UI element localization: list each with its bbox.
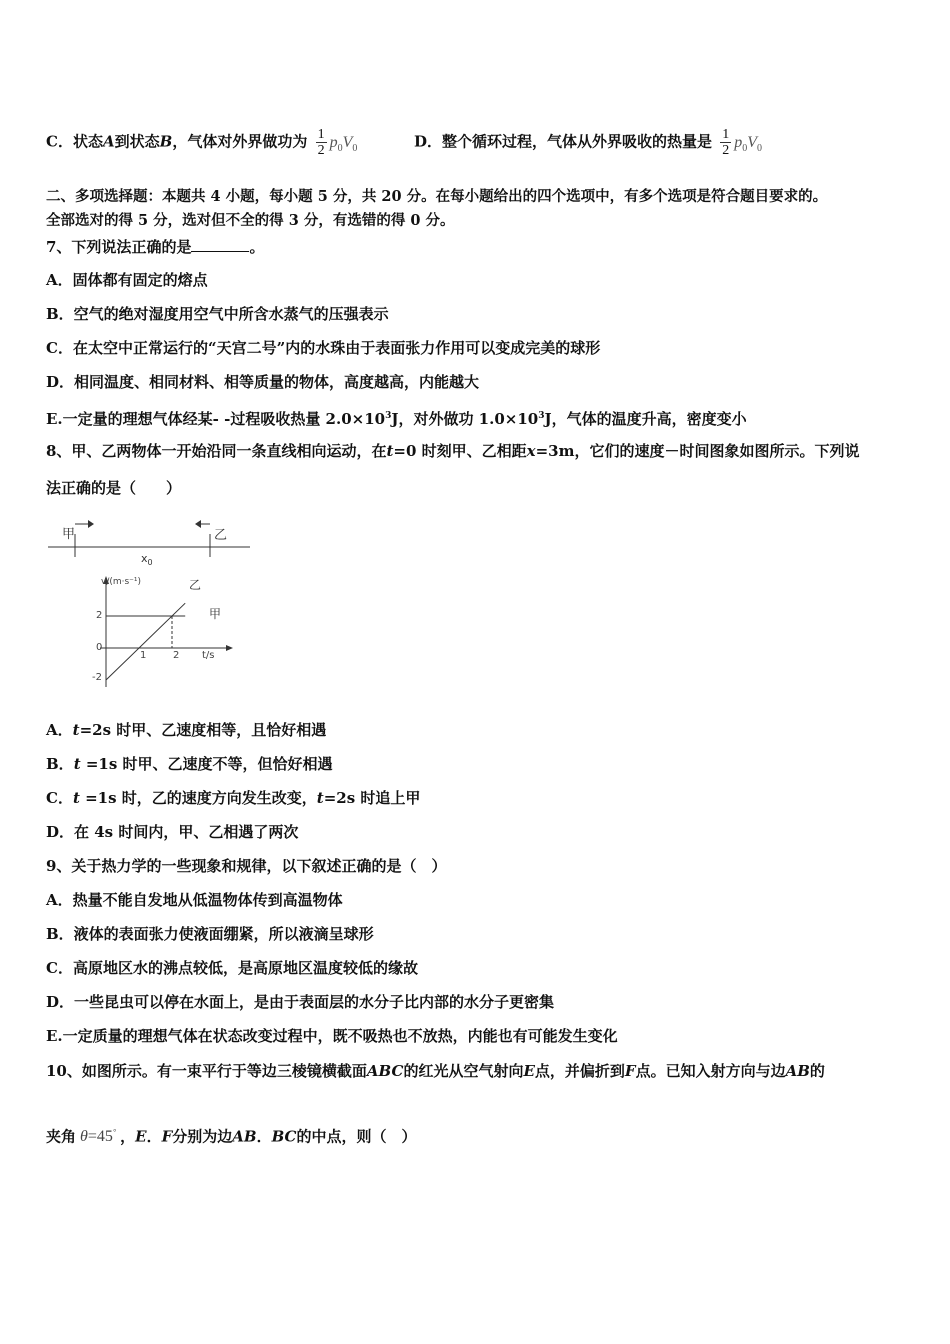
expr-p0v0: $p_0V_0$	[734, 133, 763, 154]
tick-y-neg2: -2	[92, 672, 102, 683]
section2-line1: 二、多项选择题：本题共 4 小题，每小题 5 分，共 20 分。在每小题给出的四个选项中，有多个选项是符合题目要求的。	[46, 188, 828, 205]
q8-stem-line2: 法正确的是（ ）	[46, 479, 182, 497]
y-axis-label: v/(m·s⁻¹)	[101, 577, 142, 587]
q8-option-d: D．在 4s 时间内，甲、乙相遇了两次	[46, 823, 299, 841]
series-yi-label: 乙	[189, 578, 202, 592]
q10-stem-line1: 10、如图所示。有一束平行于等边三棱镜横截面ABC的红光从空气射向E点，并偏折到F点。已知入射方向与边AB的	[46, 1062, 825, 1080]
q9-option-a: A．热量不能自发地从低温物体传到高温物体	[46, 891, 343, 909]
x-axis-label: t/s	[202, 650, 215, 661]
q6-option-d: D．整个循环过程，气体从外界吸收的热量是 $\frac{1}{2}$ $p_0V_0$	[414, 127, 763, 158]
tick-y-0: 0	[96, 642, 103, 653]
t-axis-arrow	[226, 645, 233, 651]
q9-option-e: E.一定质量的理想气体在状态改变过程中，既不吸热也不放热，内能也有可能发生变化	[46, 1027, 618, 1045]
q8-option-b: B．t =1s 时甲、乙速度不等，但恰好相遇	[46, 755, 333, 773]
label-yi: 乙	[214, 528, 228, 543]
theta-expression: θ=45°	[80, 1128, 117, 1146]
q7-option-b: B．空气的绝对湿度用空气中所含水蒸气的压强表示	[46, 305, 389, 323]
tick-x-1: 1	[140, 650, 147, 661]
q7-option-e: E.一定量的理想气体经某- -过程吸收热量 $2.0\times 10^3J$，对外做功 $1.0\times 10^3J$，气体的温度升高，密度变小	[46, 410, 747, 428]
q8-option-a: A．t=2s 时甲、乙速度相等，且恰好相遇	[46, 721, 327, 739]
q9-option-b: B．液体的表面张力使液面绷紧，所以液滴呈球形	[46, 925, 374, 943]
q10-stem-line2: 夹角 θ=45° ，E．F分别为边AB．BC的中点，则（ ）	[46, 1127, 417, 1146]
q8-stem-line1: 8、甲、乙两物体一开始沿同一条直线相向运动，在t=0 时刻甲、乙相距x=3m，它们的速度－时间图象如图所示。下列说	[46, 442, 860, 460]
tick-y-2: 2	[96, 610, 103, 621]
fraction-half: $\frac{1}{2}$	[722, 127, 730, 158]
q8-option-c: C．t =1s 时，乙的速度方向发生改变，t=2s 时追上甲	[46, 789, 421, 807]
q6-option-c: C．状态A到状态B，气体对外界做功为 $\frac{1}{2}$ $p_0V_0$	[46, 127, 358, 158]
jia-arrowhead	[88, 520, 94, 528]
label-jia: 甲	[62, 527, 76, 542]
q7-option-d: D．相同温度、相同材料、相等质量的物体，高度越高，内能越大	[46, 373, 480, 391]
label-x0: $x_0$	[141, 552, 153, 567]
q9-option-c: C．高原地区水的沸点较低，是高原地区温度较低的缘故	[46, 959, 418, 977]
expr-p0v0: $p_0V_0$	[329, 133, 358, 154]
section2-line2: 全部选对的得 5 分，选对但不全的得 3 分，有选错的得 0 分。	[46, 212, 455, 229]
q7-stem: 7、下列说法正确的是 。	[46, 238, 265, 256]
series-jia-label: 甲	[209, 607, 222, 621]
q7-option-c: C．在太空中正常运行的“天宫二号”内的水珠由于表面张力作用可以变成完美的球形	[46, 339, 601, 357]
q7-option-a: A．固体都有固定的熔点	[46, 271, 208, 289]
fraction-half: $\frac{1}{2}$	[317, 127, 325, 158]
series-yi-line	[106, 603, 185, 680]
q8-figure	[44, 512, 259, 692]
q9-stem: 9、关于热力学的一些现象和规律，以下叙述正确的是（ ）	[46, 857, 447, 875]
yi-arrowhead	[195, 520, 201, 528]
q9-option-d: D．一些昆虫可以停在水面上，是由于表面层的水分子比内部的水分子更密集	[46, 993, 555, 1011]
answer-blank	[191, 237, 249, 252]
tick-x-2: 2	[173, 650, 180, 661]
